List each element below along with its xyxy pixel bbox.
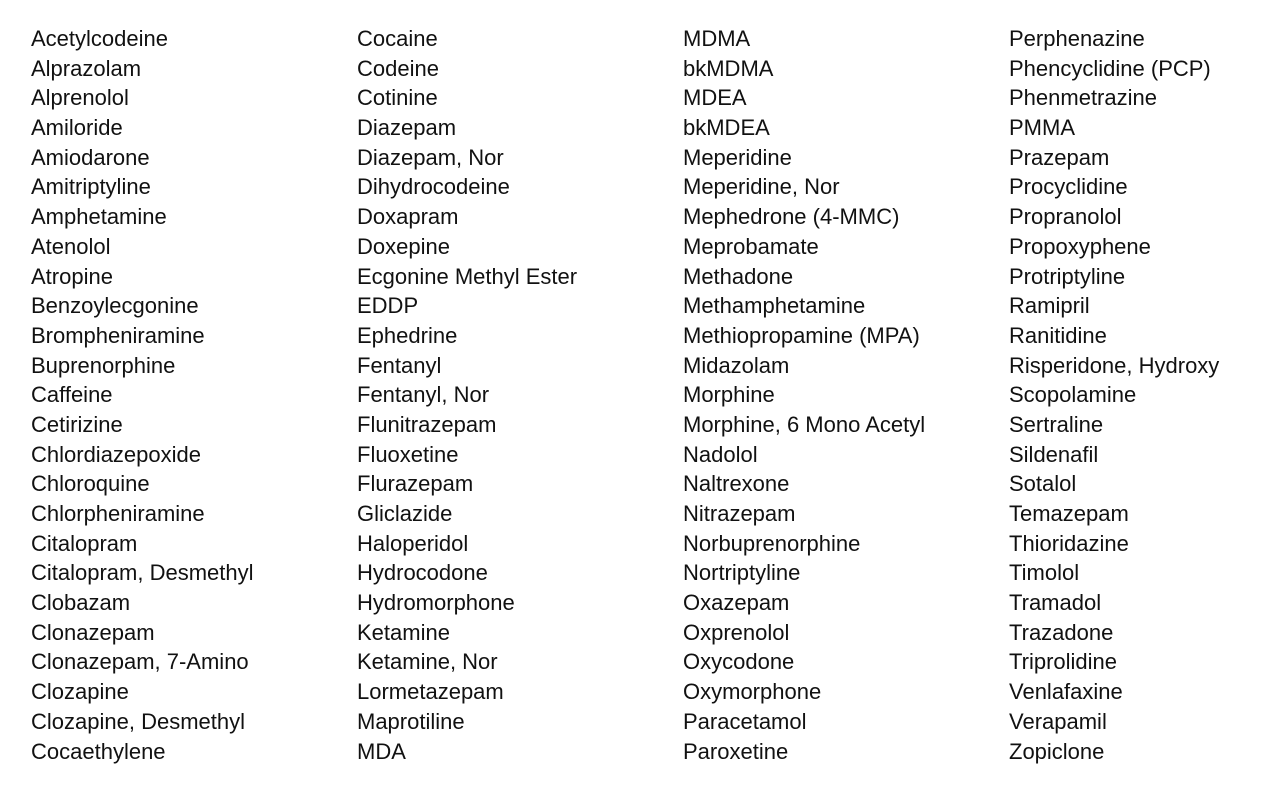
drug-name: Protriptyline [1009,263,1126,289]
drug-name: Amiloride [31,115,123,141]
drug-name: Fluoxetine [357,441,459,467]
drug-name: Clonazepam [31,619,155,645]
drug-name: Cetirizine [31,411,123,437]
drug-name: Doxapram [357,204,459,230]
drug-name: Methiopropamine (MPA) [683,322,920,348]
drug-name: Cocaethylene [31,738,166,764]
drug-name: Meperidine [683,144,792,170]
drug-name: Verapamil [1009,708,1107,734]
drug-name: Sertraline [1009,411,1104,437]
drug-name: Fentanyl [357,352,442,378]
drug-name: Atropine [31,263,113,289]
drug-name: Alprenolol [31,85,129,111]
drug-name: Amitriptyline [31,174,151,200]
drug-name: Mephedrone (4-MMC) [683,204,900,230]
drug-name: Flurazepam [357,471,474,497]
drug-name: Tramadol [1009,590,1102,616]
drug-name: Diazepam, Nor [357,144,504,170]
drug-name: bkMDMA [683,55,774,81]
drug-column-3 [683,24,925,766]
drug-name: Procyclidine [1009,174,1128,200]
drug-name: Amiodarone [31,144,150,170]
drug-name: Ephedrine [357,322,458,348]
drug-name: PMMA [1009,115,1075,141]
drug-name: Hydromorphone [357,590,515,616]
drug-name: MDA [357,738,406,764]
drug-name: Oxymorphone [683,679,822,705]
drug-name: Nadolol [683,441,758,467]
drug-name: Citalopram [31,530,138,556]
drug-column-1 [31,24,254,766]
drug-name: Nortriptyline [683,560,801,586]
drug-name: Citalopram, Desmethyl [31,560,254,586]
drug-name: Paroxetine [683,738,789,764]
drug-name: Oxprenolol [683,619,790,645]
drug-name: Benzoylecgonine [31,293,199,319]
drug-name: Zopiclone [1009,738,1105,764]
drug-name: Lormetazepam [357,679,504,705]
drug-name: Propranolol [1009,204,1122,230]
drug-name: Maprotiline [357,708,465,734]
drug-name: Norbuprenorphine [683,530,861,556]
drug-name: Meperidine, Nor [683,174,840,200]
drug-name: Thioridazine [1009,530,1129,556]
drug-column-2 [357,24,577,766]
drug-name: Buprenorphine [31,352,176,378]
drug-name: Haloperidol [357,530,469,556]
drug-name: Temazepam [1009,501,1129,526]
drug-name: Triprolidine [1009,649,1118,675]
drug-name: Prazepam [1009,144,1110,170]
drug-name: Midazolam [683,352,790,378]
drug-name: Paracetamol [683,708,807,734]
drug-name: MDEA [683,85,747,111]
drug-name: Oxazepam [683,590,790,616]
drug-name: Methadone [683,263,794,289]
drug-name: Trazadone [1009,619,1114,645]
drug-name: Ketamine [357,619,450,645]
drug-name: Atenolol [31,233,111,259]
drug-name: Cotinine [357,85,438,111]
drug-name: Ketamine, Nor [357,649,498,675]
drug-name: Chlordiazepoxide [31,441,201,467]
drug-name: Propoxyphene [1009,233,1151,259]
drug-name: bkMDEA [683,115,770,141]
drug-name: Nitrazepam [683,501,796,526]
drug-name: Sildenafil [1009,441,1099,467]
drug-name: Ranitidine [1009,322,1107,348]
drug-name: Ramipril [1009,293,1090,319]
drug-name: Phenmetrazine [1009,85,1157,111]
drug-name: Oxycodone [683,649,795,675]
drug-name: MDMA [683,26,751,51]
drug-name: Hydrocodone [357,560,488,586]
drug-name: Meprobamate [683,233,819,259]
drug-name: Cocaine [357,26,438,51]
drug-name: Codeine [357,55,439,81]
drug-name: Fentanyl, Nor [357,382,490,408]
drug-name: Flunitrazepam [357,411,497,437]
drug-name: Chlorpheniramine [31,501,205,526]
drug-name: Sotalol [1009,471,1077,497]
drug-name: Clonazepam, 7-Amino [31,649,249,675]
drug-name: Perphenazine [1009,26,1145,51]
drug-name: Amphetamine [31,204,167,230]
drug-name: Venlafaxine [1009,679,1123,705]
drug-name: Chloroquine [31,471,150,497]
drug-name: Acetylcodeine [31,26,168,51]
drug-name: Methamphetamine [683,293,866,319]
drug-name: EDDP [357,293,419,319]
drug-name: Scopolamine [1009,382,1137,408]
drug-name: Dihydrocodeine [357,174,510,200]
drug-name: Naltrexone [683,471,790,497]
drug-name: Doxepine [357,233,450,259]
drug-name: Diazepam [357,115,457,141]
drug-name: Ecgonine Methyl Ester [357,263,578,289]
drug-name: Clozapine [31,679,129,705]
drug-name: Gliclazide [357,501,453,526]
drug-name: Timolol [1009,560,1080,586]
drug-name: Alprazolam [31,55,142,81]
drug-column-4 [1009,24,1219,766]
drug-name: Phencyclidine (PCP) [1009,55,1211,81]
drug-name: Caffeine [31,382,113,408]
drug-name: Morphine [683,382,775,408]
drug-name: Clozapine, Desmethyl [31,708,245,734]
drug-name: Risperidone, Hydroxy [1009,352,1220,378]
drug-name: Brompheniramine [31,322,205,348]
drug-name: Morphine, 6 Mono Acetyl [683,411,926,437]
drug-name: Clobazam [31,590,131,616]
